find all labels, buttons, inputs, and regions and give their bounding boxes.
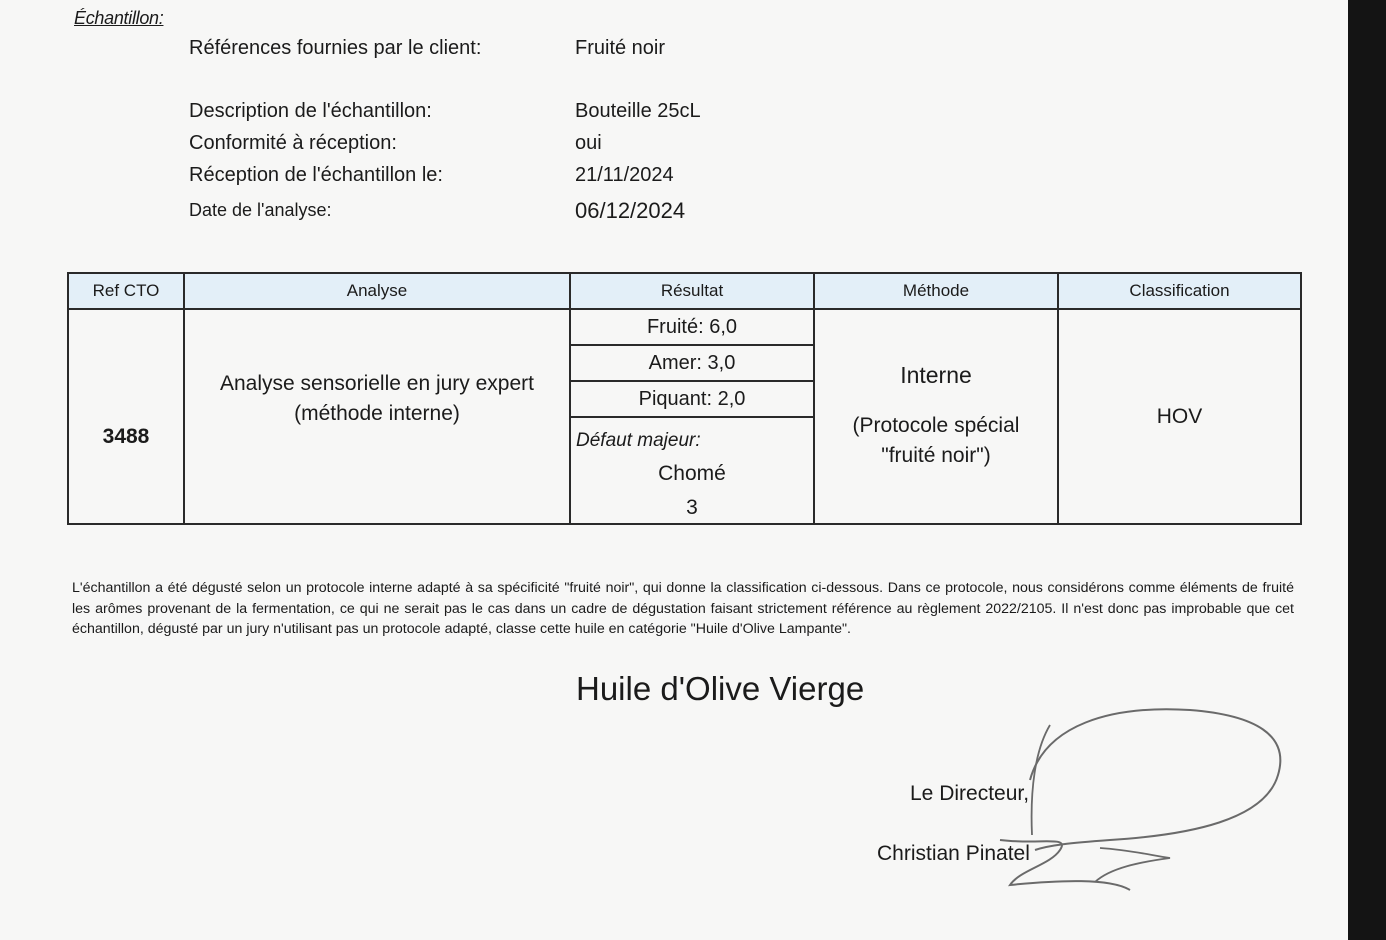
director-name: Christian Pinatel — [877, 842, 1030, 865]
defect-name: Chomé — [658, 462, 726, 485]
method-protocol-line2: "fruité noir") — [881, 444, 991, 467]
method-main: Interne — [900, 362, 972, 388]
sample-description-value: Bouteille 25cL — [575, 100, 701, 122]
method-protocol-line1: (Protocole spécial — [852, 414, 1020, 437]
director-title: Le Directeur, — [910, 782, 1030, 805]
classification-title: Huile d'Olive Vierge — [576, 670, 865, 707]
reception-date-value: 21/11/2024 — [575, 164, 674, 186]
protocol-note: L'échantillon a été dégusté selon un protocole interne adapté à sa spécificité "fruité noir", qui donne la classification ci-dessous. Dans ce protocole, nous considérons comme éléments de fruité les arômes provenant de la fermentation, ce qui ne serait pas le cas dans un cadre de dégustation faisant strictement référence au règlement 2022/2105. Il n'est donc pas improbable que cet échantillon, dégusté par un jury n'utilisant pas un protocole adapté, classe cette huile en catégorie "Huile d'Olive Lampante". — [72, 580, 1294, 638]
sample-description-label: Description de l'échantillon: — [189, 100, 432, 122]
reception-conformity-value: oui — [575, 132, 602, 154]
result-cell — [570, 309, 814, 524]
table-row — [68, 309, 1301, 524]
result-fruity: Fruité: 6,0 — [571, 310, 813, 346]
sample-heading: Échantillon: — [74, 8, 164, 28]
analysis-name: Analyse sensorielle en jury expert — [220, 371, 534, 395]
reception-conformity-label: Conformité à réception: — [189, 132, 397, 154]
analysis-date-label: Date de l'analyse: — [189, 200, 332, 220]
header-ref-cto: Ref CTO — [68, 273, 184, 309]
header-result: Résultat — [570, 273, 814, 309]
client-reference-value: Fruité noir — [575, 37, 666, 59]
client-reference-label: Références fournies par le client: — [189, 37, 482, 59]
reception-date-label: Réception de l'échantillon le: — [189, 164, 443, 186]
method-cell — [814, 309, 1058, 524]
defect-value: 3 — [686, 496, 698, 519]
header-method: Méthode — [814, 273, 1058, 309]
analysis-cell — [184, 309, 570, 524]
results-table-header-row — [68, 273, 1301, 309]
analysis-date-value: 06/12/2024 — [575, 198, 686, 223]
analysis-method-note: (méthode interne) — [294, 401, 460, 425]
result-bitter: Amer: 3,0 — [571, 346, 813, 382]
results-table — [67, 272, 1302, 525]
header-analysis: Analyse — [184, 273, 570, 309]
page-edge-shadow — [1348, 0, 1386, 940]
handwritten-signature-icon — [990, 700, 1290, 900]
result-defect — [571, 418, 813, 523]
defect-label: Défaut majeur: — [576, 430, 701, 451]
header-classification: Classification — [1058, 273, 1301, 309]
result-pungent: Piquant: 2,0 — [571, 382, 813, 418]
classification-value: HOV — [1058, 309, 1301, 524]
ref-cto-value: 3488 — [68, 309, 184, 524]
